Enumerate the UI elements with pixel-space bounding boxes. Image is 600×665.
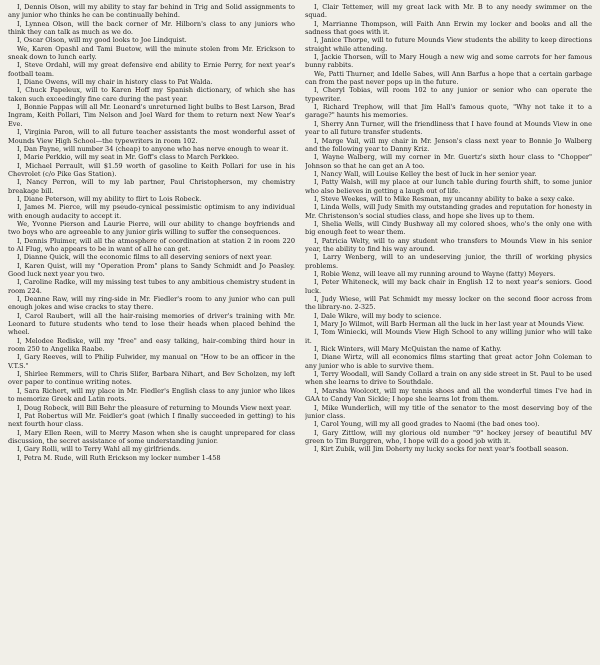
will-entry: I, Karen Quist, will my "Operation Prom" plans to Sandy Schmidt and Jo Peasley. Good luck next year you two. <box>8 261 295 278</box>
will-entry: I, Marsha Woolcott, will my tennis shoes and all the wonderful times I've had in GAA to Candy Van Sickle; I hope she learns lot from them. <box>305 386 592 404</box>
will-entry: I, Mary Jo Wilmot, will Barb Herman all the luck in her last year at Mounds View. <box>314 320 585 329</box>
will-entry: I, Clair Tettemer, will my great lack with Mr. B to any needy swimmer on the squad. <box>305 3 592 20</box>
will-entry: I, James M. Pierce, will my pseudo-cynical pessimistic optimism to any individual with enough audacity to accept it. <box>8 203 295 220</box>
will-entry: I, Marrianne Thompson, will Faith Ann Erwin my locker and books and all the sadness that goes with it. <box>305 19 592 37</box>
will-entry: I, Caroline Radke, will my missing test tubes to any ambitious chemistry student in room 224. <box>8 278 295 295</box>
will-entry: I, Cheryl Tobias, will room 102 to any junior or senior who can operate the typewriter. <box>305 86 592 103</box>
will-entry: I, Gary Reeves, will to Philip Fulwider, my manual on "How to be an officer in the V.T.S." <box>8 353 295 370</box>
will-entry: I, Petra M. Rude, will Ruth Erickson my locker number 1-458 <box>17 453 221 462</box>
will-entry: I, Oscar Olson, will my good looks to Joe Lindquist. <box>17 36 187 45</box>
will-entry: I, Diane Owens, will my chair in history class to Pat Walda. <box>17 78 213 87</box>
will-entry: I, Diane Wirtz, will all economics films starting that great actor John Coleman to any junior who is able to survive them. <box>305 353 592 370</box>
will-entry: I, Sherry Ann Turner, will the friendliness that I have found at Mounds View in one year to all future transfer students. <box>305 119 592 137</box>
will-entry: I, Mike Wunderlich, will my title of the senator to the most deserving boy of the junior class. <box>305 403 592 420</box>
will-entry: I, Nancy Perron, will to my lab partner, Paul Christopherson, my chemistry breakage bill. <box>8 178 295 195</box>
will-entry: I, Carol Raubert, will all the hair-raising memories of driver's training with Mr. Leonard to future students who tend to lose their heads when placed behind the wheel. <box>8 311 295 337</box>
will-entry: I, Shelia Wells, will Cindy Bushway all my colored shoes, who's the only one with big enough feet to wear them. <box>305 219 592 237</box>
will-entry: I, Dale Wikre, will my body to science. <box>314 311 442 320</box>
right-column <box>305 3 592 665</box>
will-entry: I, Melodee Rediske, will my "free" and easy talking, hair-combing third hour in room 250 to Angelika Raabe. <box>8 336 295 354</box>
will-entry: I, Dan Payne, will number 34 (cheap) to anyone who has nerve enough to wear it. <box>17 144 289 153</box>
will-entry: I, Dianne Quick, will the economic films to all deserving seniors of next year. <box>17 253 272 262</box>
will-entry: I, Gary Rolli, will to Terry Wahl all my girlfriends. <box>17 445 181 454</box>
will-entry: I, Dennis Pluimer, will all the atmosphere of coordination at station 2 in room 220 to Al Flug, who appears to be in want of all he can get. <box>8 236 295 253</box>
will-entry: I, Deanne Raw, will my ring-side in Mr. Fiedler's room to any junior who can pull enough jokes and wise cracks to stay there. <box>8 295 295 312</box>
will-entry: I, Patricia Welty, will to any student who transfers to Mounds View in his senior year, the ability to find his way around. <box>305 236 592 253</box>
will-entry: I, Virginia Paron, will to all future teacher assistants the most wonderful asset of Mounds View High School—the typewriters in room 102. <box>8 128 295 145</box>
will-entry: I, Marge Vail, will my chair in Mr. Jenson's class next year to Bonnie Jo Walberg and the following year to Danny Kriz. <box>305 136 592 153</box>
will-entry: I, Michael Perrault, will $1.59 worth of gasoline to Keith Pollari for use in his Chevrolet (c/o Pike Gas Station). <box>8 161 295 178</box>
will-entry: I, Tom Winiecki, will Mounds View High School to any willing junior who will take it. <box>305 328 592 345</box>
will-entry: I, Bonnie Pappas will all Mr. Leonard's unreturned light bulbs to Best Larson, Brad Ingram, Keith Pollari, Tim Nelson and Joel Ward for them to return next New Year's Eve. <box>8 103 295 128</box>
will-entry: I, Diane Peterson, will my ability to flirt to Lois Robeck. <box>17 194 202 203</box>
will-entry: I, Doug Robeck, will Bill Behr the pleasure of returning to Mounds View next year. <box>17 403 292 412</box>
will-entry: I, Patty Walsh, will my place at our lunch table during fourth shift, to some junior who also believes in getting a laugh out of life. <box>305 178 592 195</box>
will-entry: I, Shirlee Remmers, will to Chris Slifer, Barbara Nihart, and Bev Scholzen, my left over paper to continue writing notes. <box>8 370 295 387</box>
will-entry: I, Terry Woodall, will Sandy Collard a train on any side street in St. Paul to be used when she learns to drive to Southdale. <box>305 370 592 387</box>
will-entry: I, Lynnea Olson, will the back corner of Mr. Hilborn's class to any juniors who think they can talk as much as we do. <box>8 19 295 37</box>
will-entry: I, Peter Whiteneck, will my back chair in English 12 to next year's seniors. Good luck. <box>305 278 592 295</box>
will-entry: I, Richard Trephow, will that Jim Hall's famous quote, "Why not take it to a garage?" haunts his memories. <box>305 103 592 120</box>
left-column <box>8 3 295 665</box>
will-entry: I, Wayne Walberg, will my corner in Mr. Guertz's sixth hour class to "Chopper" Johnson so that he can get an A too. <box>305 153 592 170</box>
will-entry: I, Steve Weekes, will to Mike Resman, my uncanny ability to bake a sexy cake. <box>314 194 575 203</box>
will-entry: I, Gary Zittlow, will my glorious old number "9" hockey jersey of beautiful MV green to Tim Burggren, who, I hope will do a good job with it. <box>305 428 592 445</box>
will-entry: I, Steve Ordahl, will my great defensive end ability to Ernie Perry, for next year's football team. <box>8 61 295 78</box>
will-entry: I, Linda Wells, will Judy Smith my outstanding grades and reputation for honesty in Mr. Christenson's social studies class, and hope she lives up to them. <box>305 203 592 220</box>
will-entry: I, Jackie Thorsen, will to Mary Hough a new wig and some carrots for her famous bunny rabbits. <box>305 53 592 70</box>
will-entry: I, Larry Wenberg, will to an undeserving junior, the thrill of working physics problems. <box>305 253 592 270</box>
will-entry: I, Carol Young, will my all good grades to Naomi (the bad ones too). <box>314 420 540 429</box>
will-entry: We, Yvonne Pierson and Laurie Pierre, will our ability to change boyfriends and two boys who are agreeable to any junior girls willing to suffer the consequences. <box>8 219 295 237</box>
will-entry: I, Marie Perkkio, will my seat in Mr. Goff's class to March Perkkeo. <box>17 153 239 162</box>
will-entry: We, Patti Thurner, and Idelle Sabes, will Ann Barfus a hope that a certain garbage can from the past never pops up in the future. <box>305 69 592 87</box>
will-entry: I, Pat Robertus will Mr. Feidler's goat (which I finally succeeded in getting) to his next fourth hour class. <box>8 411 295 429</box>
will-entry: I, Robie Wenz, will leave all my running around to Wayne (fatty) Meyers. <box>314 270 556 278</box>
will-entry: I, Judy Wiese, will Pat Schmidt my messy locker on the second floor across from the library-no. 2-325. <box>305 295 592 312</box>
will-entry: I, Chuck Papeleux, will to Karen Hoff my Spanish dictionary, of which she has taken such exceedingly fine care during the past year. <box>8 86 295 103</box>
will-entry: I, Janice Thorpe, will to future Mounds View students the ability to keep directions straight while attending. <box>305 36 592 53</box>
will-entry: I, Sara Richert, will my place in Mr. Fiedler's English class to any junior who likes to memorize Greek and Latin roots. <box>8 386 295 404</box>
will-entry: I, Kirt Zubik, will Jim Doherty my lucky socks for next year's football season. <box>314 445 569 454</box>
will-entry: I, Dennis Olson, will my ability to stay far behind in Trig and Solid assignments to any junior who thinks he can be continually behind. <box>8 3 295 20</box>
will-entry: I, Nancy Wall, will Louise Kelley the best of luck in her senior year. <box>314 169 537 178</box>
will-entry: I, Rick Winters, will Mary McQuistan the name of Kathy. <box>314 345 502 354</box>
will-entry: We, Karen Opashl and Tami Buetow, will the minute stolen from Mr. Erickson to sneak down to lunch early. <box>8 44 295 62</box>
will-entry: I, Mary Ellen Reen, will to Merry Mason when she is caught unprepared for class discussion, the secret assistance of some understanding junior. <box>8 428 295 445</box>
